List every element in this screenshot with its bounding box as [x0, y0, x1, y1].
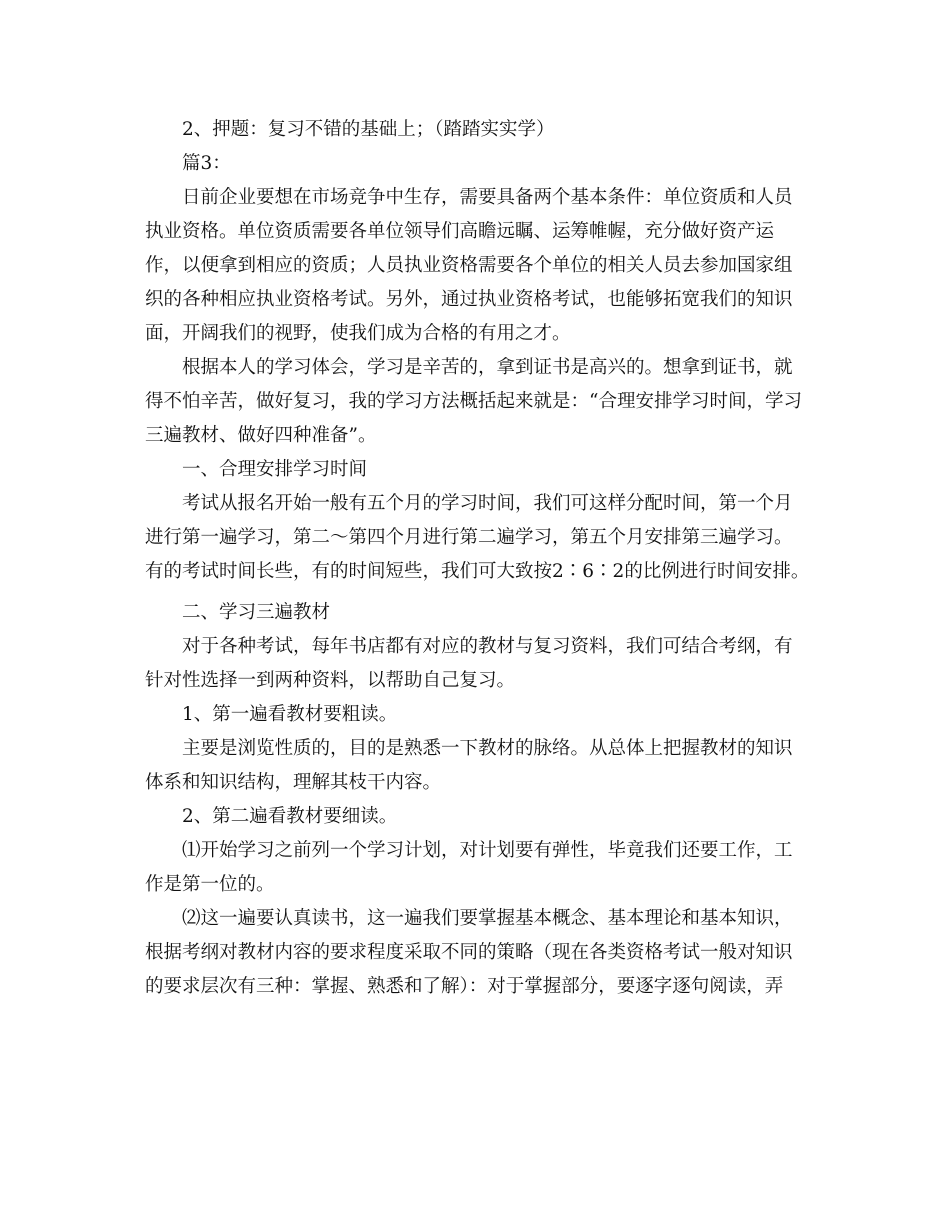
- paragraph-intro: 日前企业要想在市场竞争中生存，需要具备两个基本条件：单位资质和人员执业资格。单位资质需要各单位领导们高瞻远瞩、运筹帷幄，充分做好资产运作，以便拿到相应的资质；人员执业资格需要各个单位的相关人员去参加国家组织的各种相应执业资格考试。另外，通过执业资格考试，也能够拓宽我们的知识面，开阔我们的视野，使我们成为合格的有用之才。: [145, 187, 793, 344]
- paragraph-time-allocation: 考试从报名开始一般有五个月的学习时间，我们可这样分配时间，第一个月进行第一遍学习，第二～第四个月进行第二遍学习，第五个月安排第三遍学习。有的考试时间长些，有的时间短些，我们可大致按2∶6∶2的比例进行时间安排。: [145, 493, 810, 582]
- paragraph-study-plan: ⑴开始学习之前列一个学习计划，对计划要有弹性，毕竟我们还要工作，工作是第一位的。: [145, 840, 793, 895]
- heading-arrange-time: 一、合理安排学习时间: [182, 459, 368, 480]
- heading-first-reading: 1、第一遍看教材要粗读。: [182, 704, 398, 725]
- section-heading-part-3: 篇3：: [182, 153, 231, 174]
- heading-second-reading: 2、第二遍看教材要细读。: [182, 806, 398, 827]
- paragraph-exam-tip: 2、押题：复习不错的基础上；（踏踏实实学）: [182, 119, 555, 140]
- paragraph-method-summary: 根据本人的学习体会，学习是辛苦的，拿到证书是高兴的。想拿到证书，就得不怕辛苦，做好复习，我的学习方法概括起来就是：“合理安排学习时间，学习三遍教材、做好四种准备”。: [145, 357, 802, 446]
- heading-three-readings: 二、学习三遍教材: [182, 602, 331, 623]
- paragraph-materials: 对于各种考试，每年书店都有对应的教材与复习资料，我们可结合考纲，有针对性选择一到两种资料，以帮助自己复习。: [145, 636, 793, 691]
- document-body: [145, 113, 810, 1004]
- paragraph-careful-reading: ⑵这一遍要认真读书，这一遍我们要掌握基本概念、基本理论和基本知识，根据考纲对教材内容的要求程度采取不同的策略（现在各类资格考试一般对知识的要求层次有三种：掌握、熟悉和了解）：对于掌握部分，要逐字逐句阅读，弄: [145, 908, 793, 997]
- paragraph-first-reading: 主要是浏览性质的，目的是熟悉一下教材的脉络。从总体上把握教材的知识体系和知识结构，理解其枝干内容。: [145, 738, 793, 793]
